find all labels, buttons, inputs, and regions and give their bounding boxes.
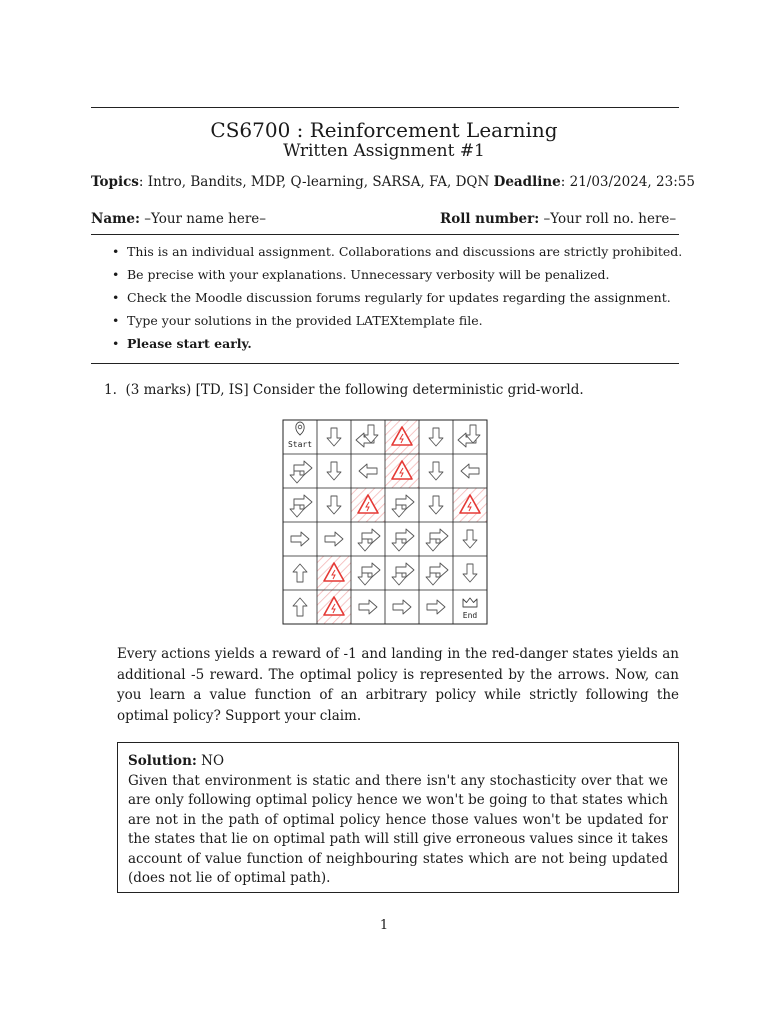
deadline-label: Deadline [493, 174, 561, 190]
solution-text: Given that environment is static and there isn't any stochasticity over that we are only following optimal policy hence we won't be going to that states which are not in the path of optimal policy hence those values won't be updated for the states that lie on optimal path will still give erroneous values since it takes account of value function of neighbouring states which are not being updated (does not lie of optimal path). [128, 772, 668, 886]
topics-value: : Intro, Bandits, MDP, Q-learning, SARSA, FA, DQN [138, 174, 490, 190]
arrow-r-icon [427, 600, 445, 614]
arrow-d-icon [429, 428, 443, 446]
instruction-item: • Type your solutions in the provided LATEXtemplate file. [112, 312, 682, 335]
instruction-item [112, 335, 682, 358]
bottom-rule [91, 363, 679, 364]
question-number: 1. [104, 382, 117, 398]
crown-icon [463, 598, 477, 607]
arrow-d-icon [327, 428, 341, 446]
arrow-r-icon [325, 532, 343, 546]
arrow-r-icon [393, 600, 411, 614]
arrow-l-icon [359, 464, 377, 478]
arrow-u-icon [293, 564, 307, 582]
arrow-d-icon [463, 564, 477, 582]
solution-answer: NO [201, 753, 225, 769]
deadline-value: : 21/03/2024, 23:55 [560, 174, 695, 190]
topics-label: Topics [91, 174, 139, 190]
top-rule [91, 107, 679, 108]
arrow-d-icon [463, 530, 477, 548]
roll-label: Roll number: [440, 211, 540, 227]
solution-box [117, 742, 679, 893]
arrow-d-icon [327, 496, 341, 514]
roll-value: –Your roll no. here– [543, 211, 677, 227]
page-number: 1 [379, 918, 389, 933]
arrow-d-icon [429, 462, 443, 480]
instructions-list [112, 243, 682, 358]
end-label: End [462, 611, 478, 620]
question-text: (3 marks) [TD, IS] Consider the following deterministic grid-world. [125, 382, 584, 398]
gridworld-diagram [282, 419, 488, 625]
instruction-item: • This is an individual assignment. Collaborations and discussions are strictly prohibited. [112, 243, 682, 266]
start-label: Start [287, 440, 313, 449]
topics-line [91, 174, 695, 190]
course-title: CS6700 : Reinforcement Learning [210, 118, 558, 142]
instruction-emphasis: Please start early. [127, 336, 252, 351]
roll-field [440, 211, 676, 227]
arrow-r-icon [359, 600, 377, 614]
question-header [104, 382, 584, 398]
instruction-item: • Check the Moodle discussion forums regularly for updates regarding the assignment. [112, 289, 682, 312]
instruction-item: • Be precise with your explanations. Unnecessary verbosity will be penalized. [112, 266, 682, 289]
arrow-d-icon [327, 462, 341, 480]
arrow-l-icon [461, 464, 479, 478]
arrow-u-icon [293, 598, 307, 616]
mid-rule [91, 234, 679, 235]
name-label: Name: [91, 211, 140, 227]
arrow-r-icon [291, 532, 309, 546]
name-field [91, 211, 266, 227]
assignment-title: Written Assignment #1 [283, 141, 485, 161]
name-value: –Your name here– [144, 211, 267, 227]
arrow-d-icon [429, 496, 443, 514]
question-body: Every actions yields a reward of -1 and landing in the red-danger states yields an additional -5 reward. The optimal policy is represented by the arrows. Now, can you learn a value function of an arbitrary policy while strictly following the optimal policy? Support your claim. [117, 646, 679, 724]
solution-label: Solution: [128, 753, 197, 769]
